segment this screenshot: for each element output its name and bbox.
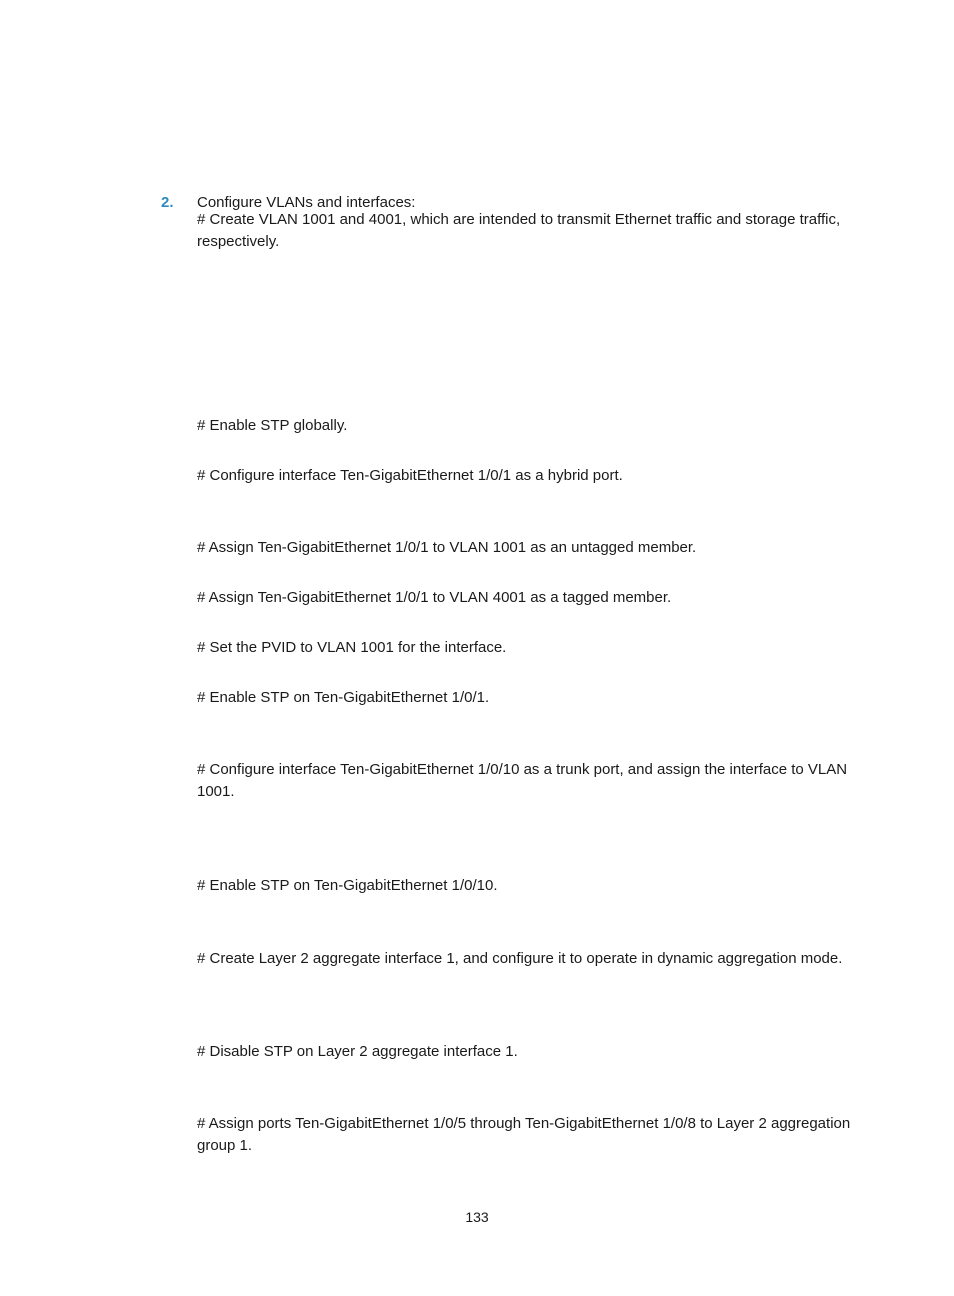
comment-untagged-member: # Assign Ten-GigabitEthernet 1/0/1 to VLAN 1001 as an untagged member. [197,539,697,556]
comment-trunk-port: # Configure interface Ten-GigabitEthernet 1/0/10 as a trunk port, and assign the interface to VLAN 1001. [197,761,848,800]
comment-enable-stp-port1: # Enable STP on Ten-GigabitEthernet 1/0/1. [197,689,490,706]
step-number: 2. [161,194,174,211]
comment-hybrid-port: # Configure interface Ten-GigabitEthernet 1/0/1 as a hybrid port. [197,467,623,484]
comment-disable-stp-aggregate: # Disable STP on Layer 2 aggregate interface 1. [197,1043,518,1060]
comment-create-vlans: # Create VLAN 1001 and 4001, which are intended to transmit Ethernet traffic and storage traffic, respectively. [197,211,841,250]
comment-enable-stp-globally: # Enable STP globally. [197,417,348,434]
comment-enable-stp-port10: # Enable STP on Ten-GigabitEthernet 1/0/10. [197,877,498,894]
comment-assign-ports-aggregation: # Assign ports Ten-GigabitEthernet 1/0/5 through Ten-GigabitEthernet 1/0/8 to Layer 2 aggregation group 1. [197,1115,851,1154]
comment-tagged-member: # Assign Ten-GigabitEthernet 1/0/1 to VLAN 4001 as a tagged member. [197,589,672,606]
step-title: Configure VLANs and interfaces: [197,194,416,211]
comment-set-pvid: # Set the PVID to VLAN 1001 for the interface. [197,639,507,656]
page-number: 133 [465,1209,489,1225]
comment-create-aggregate: # Create Layer 2 aggregate interface 1, and configure it to operate in dynamic aggregation mode. [197,950,843,967]
